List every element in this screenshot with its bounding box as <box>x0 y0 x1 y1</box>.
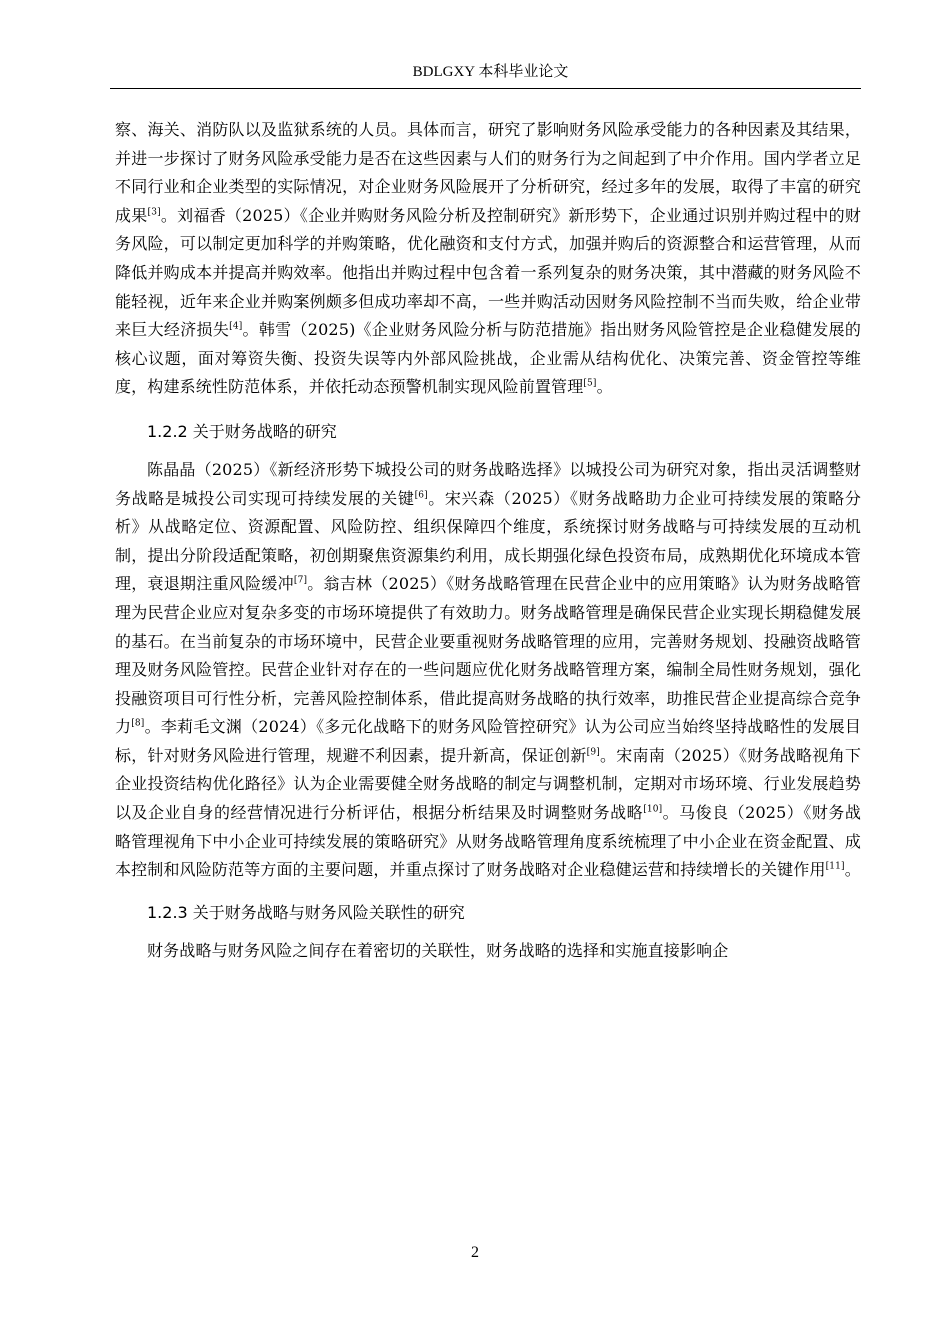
section-heading-1-2-3: 1.2.3 关于财务战略与财务风险关联性的研究 <box>147 902 465 922</box>
citation-marker: [3] <box>147 207 161 218</box>
citation-marker: [11] <box>825 861 845 872</box>
citation-marker: [4] <box>229 321 243 332</box>
paragraph-1 <box>115 116 861 402</box>
paragraph-2-text: 陈晶晶（2025）《新经济形势下城投公司的财务战略选择》以城投公司为研究对象，指出灵活调整财务战略是城投公司实现可持续发展的关键[6]。宋兴森（2025）《财务战略助力企业可持续发展的策略分析》从战略定位、资源配置、风险防控、组织保障四个维度，系统探讨财务战略与可持续发展的互动机制，提出分阶段适配策略，初创期聚焦资源集约利用，成长期强化绿色投资布局，成熟期优化环境成本管理，衰退期注重风险缓冲[7]。翁吉林（2025）《财务战略管理在民营企业中的应用策略》认为财务战略管理为民营企业应对复杂多变的市场环境提供了有效助力。财务战略管理是确保民营企业实现长期稳健发展的基石。在当前复杂的市场环境中，民营企业要重视财务战略管理的应用，完善财务规划、投融资战略管理及财务风险管控。民营企业针对存在的一些问题应优化财务战略管理方案，编制全局性财务规划，强化投融资项目可行性分析，完善风险控制体系，借此提高财务战略的执行效率，助推民营企业提高综合竞争力[8]。李莉毛文渊（2024）《多元化战略下的财务风险管控研究》认为公司应当始终坚持战略性的发展目标，针对财务风险进行管理，规避不利因素，提升新高，保证创新[9]。宋南南（2025）《财务战略视角下企业投资结构优化路径》认为企业需要健全财务战略的制定与调整机制，定期对市场环境、行业发展趋势以及企业自身的经营情况进行分析评估，根据分析结果及时调整财务战略[10]。马俊良（2025）《财务战略管理视角下中小企业可持续发展的策略研究》从财务战略管理角度系统梳理了中小企业在资金配置、成本控制和风险防范等方面的主要问题，并重点探讨了财务战略对企业稳健运营和持续增长的关键作用[11]。 <box>115 459 862 880</box>
citation-marker: [9] <box>586 747 600 758</box>
citation-marker: [7] <box>293 575 308 586</box>
paragraph-1-text: 察、海关、消防队以及监狱系统的人员。具体而言，研究了影响财务风险承受能力的各种因素及其结果，并进一步探讨了财务风险承受能力是否在这些因素与人们的财务行为之间起到了中介作用。国内学者立足不同行业和企业类型的实际情况，对企业财务风险展开了分析研究，经过多年的发展，取得了丰富的研究成果[3]。刘福香（2025）《企业并购财务风险分析及控制研究》新形势下，企业通过识别并购过程中的财务风险，可以制定更加科学的并购策略，优化融资和支付方式，加强并购后的资源整合和运营管理，从而降低并购成本并提高并购效率。他指出并购过程中包含着一系列复杂的财务决策，其中潜藏的财务风险不能轻视，近年来企业并购案例颇多但成功率却不高，一些并购活动因财务风险控制不当而失败，给企业带来巨大经济损失[4]。韩雪（2025)《企业财务风险分析与防范措施》指出财务风险管控是企业稳健发展的核心议题，面对筹资失衡、投资失误等内外部风险挑战，企业需从结构优化、决策完善、资金管控等维度，构建系统性防范体系，并依托动态预警机制实现风险前置管理[5]。 <box>115 120 861 397</box>
paragraph-2 <box>115 456 861 885</box>
paragraph-3 <box>115 937 861 966</box>
citation-marker: [8] <box>131 718 145 729</box>
citation-marker: [10] <box>643 804 663 815</box>
page-header: BDLGXY 本科毕业论文 <box>412 64 569 80</box>
section-heading-1-2-2: 1.2.2 关于财务战略的研究 <box>147 421 337 441</box>
document-body <box>115 116 861 965</box>
paragraph-3-text: 财务战略与财务风险之间存在着密切的关联性，财务战略的选择和实施直接影响企 <box>147 940 729 960</box>
citation-marker: [5] <box>583 379 597 390</box>
page-number: 2 <box>471 1244 479 1261</box>
citation-marker: [6] <box>414 490 428 501</box>
header-rule <box>110 88 861 89</box>
